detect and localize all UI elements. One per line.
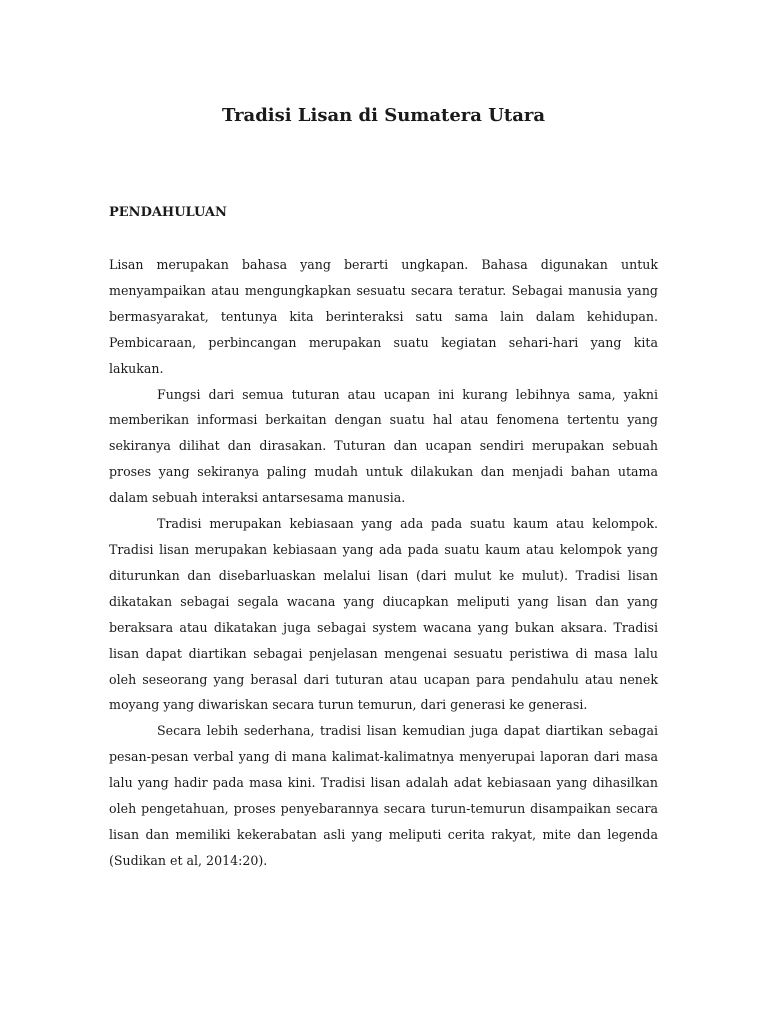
paragraph-4: Secara lebih sederhana, tradisi lisan kemudian juga dapat diartikan sebagai pesan-pesan verbal yang di mana kalimat-kalimatnya menyerupai laporan dari masa lalu yang hadir pada masa kini. Tradisi lisan adalah adat kebiasaan yang dihasilkan oleh pengetahuan, proses penyebarannya secara turun-temurun disampaikan secara lisan dan memiliki kekerabatan asli yang meliputi cerita rakyat, mite dan legenda (Sudikan et al, 2014:20). [109, 723, 658, 868]
paragraph-3: Tradisi merupakan kebiasaan yang ada pada suatu kaum atau kelompok. Tradisi lisan merupakan kebiasaan yang ada pada suatu kaum atau kelompok yang diturunkan dan disebarluaskan melalui lisan (dari mulut ke mulut). Tradisi lisan dikatakan sebagai segala wacana yang diucapkan meliputi yang lisan dan yang beraksara atau dikatakan juga sebagai system wacana yang bukan aksara. Tradisi lisan dapat diartikan sebagai penjelasan mengenai sesuatu peristiwa di masa lalu oleh seseorang yang berasal dari tuturan atau ucapan para pendahulu atau nenek moyang yang diwariskan secara turun temurun, dari generasi ke generasi. [109, 516, 658, 713]
paragraph-2: Fungsi dari semua tuturan atau ucapan ini kurang lebihnya sama, yakni memberikan informasi berkaitan dengan suatu hal atau fenomena tertentu yang sekiranya dilihat dan dirasakan. Tuturan dan ucapan sendiri merupakan sebuah proses yang sekiranya paling mudah untuk dilakukan dan menjadi bahan utama dalam sebuah interaksi antarsesama manusia. [109, 386, 658, 506]
paragraph-1: Lisan merupakan bahasa yang berarti ungkapan. Bahasa digunakan untuk menyampaikan atau mengungkapkan sesuatu secara teratur. Sebagai manusia yang bermasyarakat, tentunya kita berinteraksi satu sama lain dalam kehidupan. Pembicaraan, perbincangan merupakan suatu kegiatan sehari-hari yang kita lakukan. [109, 257, 658, 376]
section-heading: PENDAHULUAN [109, 205, 227, 220]
document-title: Tradisi Lisan di Sumatera Utara [221, 105, 546, 126]
document-body [109, 252, 658, 874]
